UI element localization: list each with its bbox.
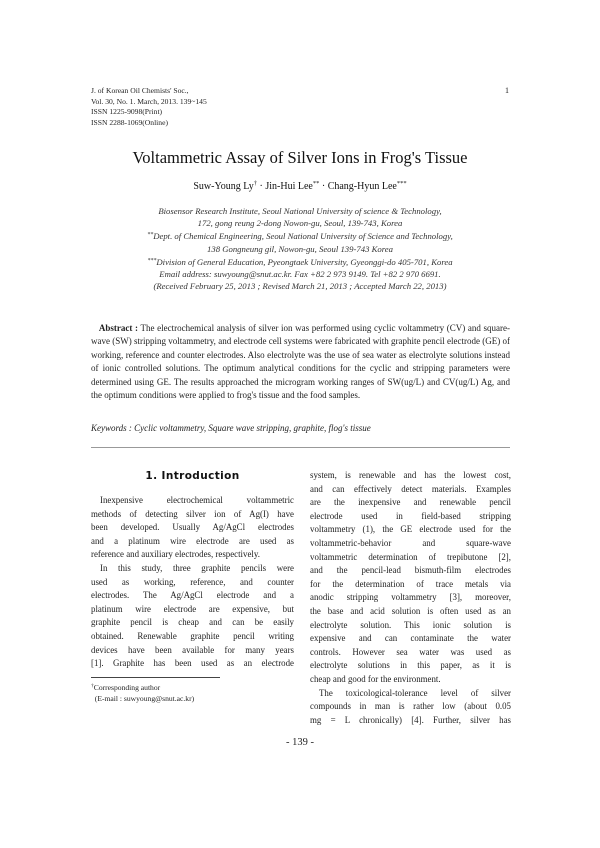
section-heading: 1. Introduction [145, 470, 240, 482]
text-line: graphite pencil is cheap and can be easily [91, 617, 294, 628]
author-1-mark: † [253, 180, 258, 187]
issn-print: ISSN 1225-9098(Print) [91, 107, 163, 117]
author-3-mark: *** [396, 180, 407, 187]
affiliation-mark: ** [147, 232, 154, 239]
text-line: voltammetry (1), the GE electrode used for the [310, 524, 511, 535]
issn-online: ISSN 2288-1069(Online) [91, 117, 168, 127]
text-line: electrode used in field-based stripping [310, 510, 511, 521]
text-line: anodic stripping voltammetry [3], moreover, [310, 592, 511, 603]
footnote-mark: † [91, 683, 94, 689]
affiliation-line: **Dept. of Chemical Engineering, Seoul National University of Science and Technology, [147, 231, 453, 242]
text-line: In this study, three graphite pencils were [100, 562, 294, 573]
text-line: been developed. Usually Ag/AgCl electrodes [91, 522, 294, 533]
text-line: and the pencil-lead bismuth-film electrodes [310, 565, 511, 576]
author-1: Suw-Young Ly [193, 181, 254, 192]
journal-name: J. of Korean Oil Chemists' Soc., [91, 86, 189, 95]
right-column [310, 469, 511, 727]
left-column [91, 494, 294, 671]
text-line: compounds in man is rather low (about 0.05 [310, 701, 511, 712]
footnote-line: (E-mail : suwyoung@snut.ac.kr) [94, 694, 195, 704]
footnote-line: Corresponding author [93, 683, 161, 692]
affiliation-line: Biosensor Research Institute, Seoul National University of science & Technology, [158, 206, 442, 216]
paper-title: Voltammetric Assay of Silver Ions in Frog's Tissue [132, 148, 468, 167]
text-line: expensive and can contaminate the water [310, 633, 511, 644]
text-line: cheap and good for the environment. [310, 673, 441, 684]
text-line: Inexpensive electrochemical voltammetric [100, 495, 294, 505]
text-line: voltammetric-behavior and square-wave [310, 537, 511, 548]
section-divider [91, 447, 510, 448]
affiliations [110, 205, 490, 292]
footnote-rule [91, 677, 220, 678]
text-line: obtained. Renewable graphite pencil writing [91, 630, 294, 641]
received-dates: (Received February 25, 2013 ; Revised March 21, 2013 ; Accepted March 22, 2013) [153, 281, 447, 292]
text-line: for the determination of trace metals via [310, 578, 511, 589]
author-2-mark: ** [312, 180, 320, 187]
text-line: [1]. Graphite has been used as an electrode [91, 658, 294, 669]
affiliation-line: 172, gong reung 2-dong Nowon-gu, Seoul, 139-743, Korea [197, 218, 403, 229]
author-list [0, 180, 600, 192]
abstract-label: Abstract : [98, 323, 139, 333]
text-line: and can effectively detect materials. Examples [310, 483, 511, 494]
text-line: electrodes. The Ag/AgCl electrode and a [91, 590, 294, 601]
affiliation-line: ***Division of General Education, Pyeongtaek University, Gyeonggi-do 405-701, Korea [147, 256, 453, 267]
text-line: platinum wire electrode are expensive, but [91, 603, 294, 614]
text-line: are the inexpensive and renewable pencil [310, 497, 511, 508]
volume-info: Vol. 30, No. 1. March, 2013. 139~145 [91, 96, 207, 106]
page-number: - 139 - [286, 737, 314, 748]
text-line: mg = L chronically) [4]. Further, silver has [310, 714, 511, 725]
journal-header [91, 86, 207, 128]
text-line: system, is renewable and has the lowest cost, [310, 470, 511, 480]
author-separator: · [319, 181, 328, 192]
text-line: and a platinum wire electrode are used as [91, 535, 294, 546]
abstract-text: The electrochemical analysis of silver ion was performed using cyclic voltammetry (CV) and square-wave (SW) stripping voltammetry, and electrode cell systems were fabricated with graphite pencil electrode (GE) of working, reference and counter electrodes. Also electrolyte was the use of sea water as electrolyte solutions instead of ionic controlled solutions. The optimum analytical conditions for the cyclic and stripping parameters were determined using GE. The results approached the microgram working ranges of SW(ug/L) and CV(ug/L) Ag, and the optimum conditions were applied to frog's tissue and the food samples. [91, 323, 511, 401]
affiliation-mark: *** [147, 257, 157, 264]
contact-line: Email address: suwyoung@snut.ac.kr. Fax +82 2 973 9149. Tel +82 2 970 6691. [159, 269, 441, 280]
abstract [91, 322, 510, 402]
text-line: electrolyte solutions in this paper, as it is [310, 660, 511, 671]
text-line: controls. However sea water was used as [310, 646, 511, 657]
text-line: used as working, reference, and counter [91, 576, 294, 587]
text-line: The toxicological-tolerance level of silver [319, 687, 511, 698]
keywords: Keywords : Cyclic voltammetry, Square wave stripping, graphite, flog's tissue [91, 423, 371, 433]
text-line: reference and auxiliary electrodes, respectively. [91, 549, 260, 560]
affiliation-line: 138 Gongneung gil, Nowon-gu, Seoul 139-743 Korea [207, 243, 393, 254]
text-line: electrolyte solution. This ionic solution is [310, 619, 511, 630]
corner-page-number: 1 [505, 86, 509, 95]
text-line: methods of detecting silver ion of Ag(I) have [91, 508, 294, 519]
author-3: Chang-Hyun Lee [327, 181, 397, 192]
text-line: voltammetric determination of trepibutone [2], [310, 551, 511, 562]
text-line: the base and acid solution is often used as an [310, 605, 511, 616]
author-2: Jin-Hui Lee [265, 181, 313, 192]
footnote [91, 681, 194, 705]
author-separator: · [257, 181, 266, 192]
text-line: devices have been available for many years [91, 644, 294, 655]
